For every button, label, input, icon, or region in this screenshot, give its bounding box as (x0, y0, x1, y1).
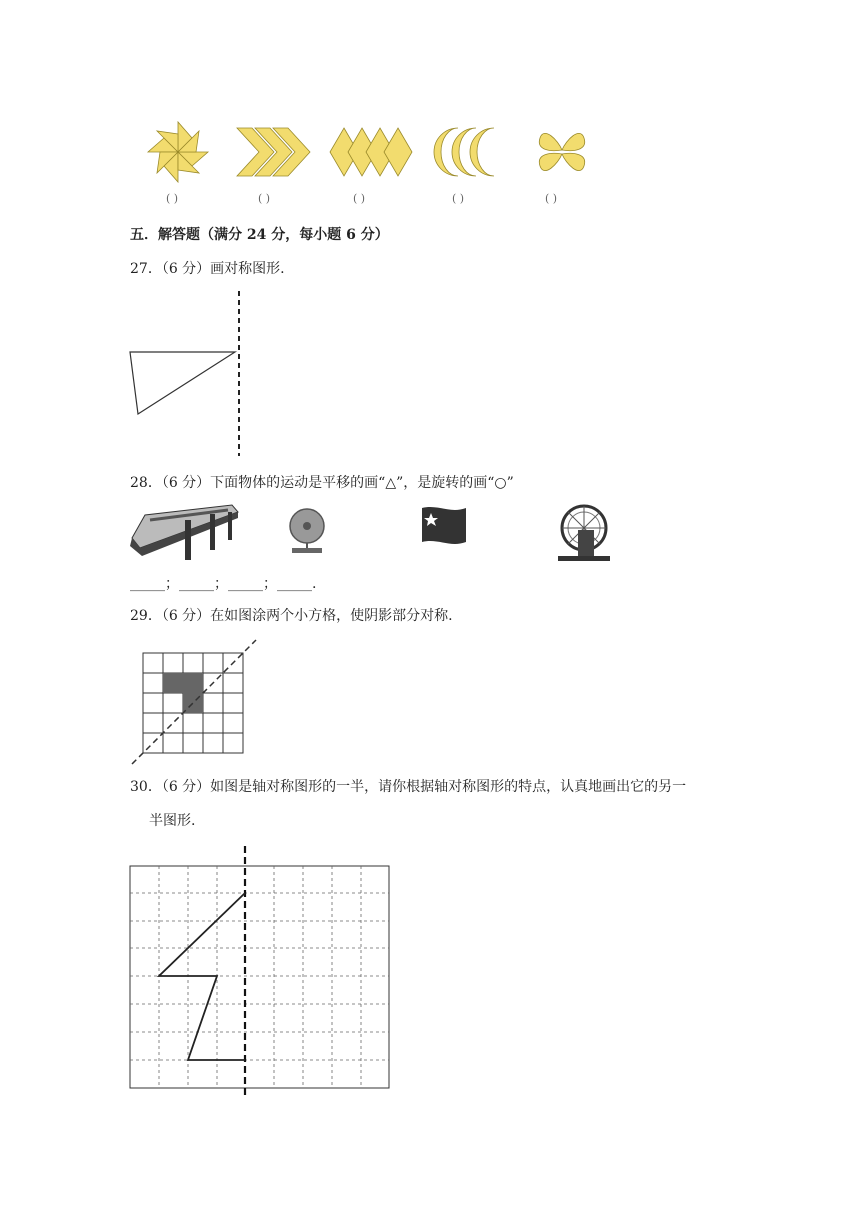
answer-paren-2[interactable]: ( ) (258, 192, 271, 205)
answer-paren-5[interactable]: ( ) (545, 192, 558, 205)
question-29-text: 29．（6 分）在如图涂两个小方格，使阴影部分对称. (130, 608, 453, 624)
half-figure (159, 893, 245, 1060)
question-30-text-line1: 30．（6 分）如图是轴对称图形的一半，请你根据轴对称图形的特点，认真地画出它的另一 (130, 779, 687, 795)
answer-paren-1[interactable]: ( ) (166, 192, 179, 205)
section-heading: 五．解答题（满分 24 分，每小题 6 分） (130, 227, 389, 243)
question-30-text-line2: 半图形. (149, 813, 196, 829)
question-27-text: 27．（6 分）画对称图形. (130, 261, 285, 277)
answer-paren-4[interactable]: ( ) (452, 192, 465, 205)
q28-answer-blanks[interactable]: _____；_____；_____；_____. (130, 576, 317, 592)
answer-paren-3[interactable]: ( ) (353, 192, 366, 205)
question-28-text: 28．（6 分）下面物体的运动是平移的画“△”，是旋转的画“○” (130, 475, 514, 491)
